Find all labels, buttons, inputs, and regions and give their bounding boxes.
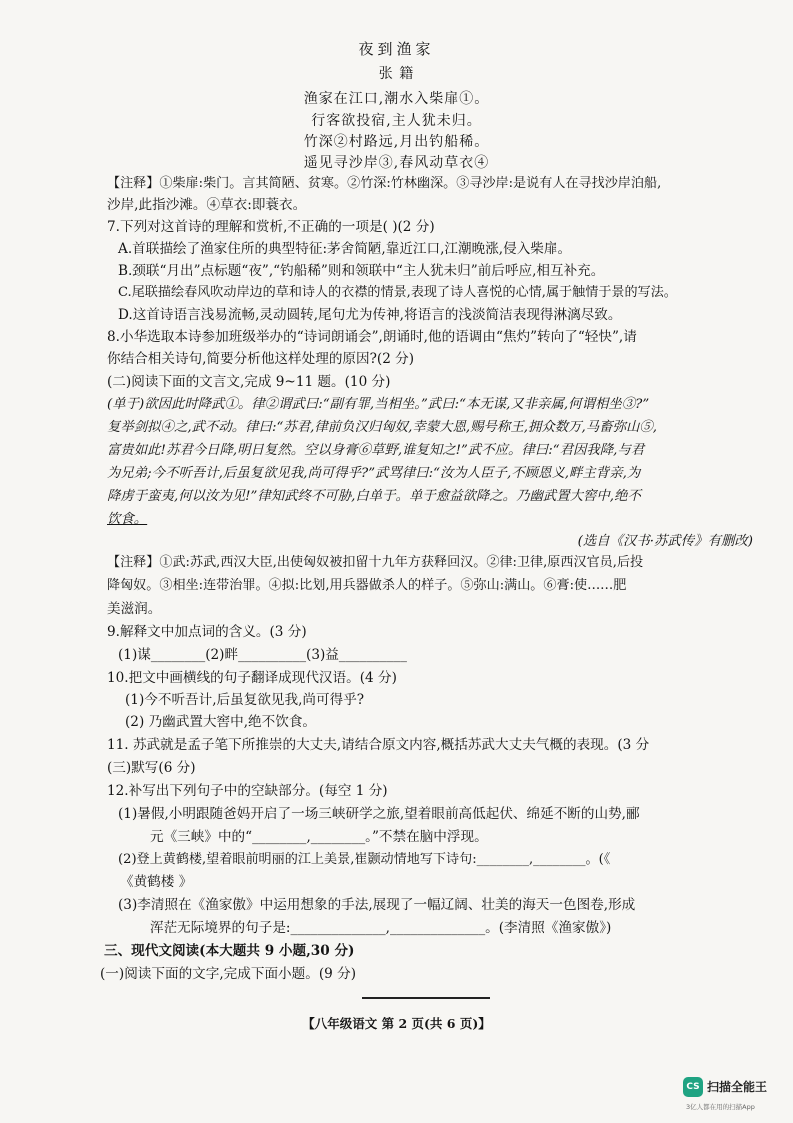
scanner-watermark (683, 1074, 783, 1114)
question-9-blanks: (1)谋________(2)畔__________(3)益__________ (118, 647, 407, 663)
question-8: 8.小华选取本诗参加班级举办的“诗词朗诵会”,朗诵时,他的语调由“焦灼”转向了“轻快”,请 (107, 329, 637, 345)
question-12-line: 元《三峡》中的“________,________。”不禁在脑中浮现。 (150, 829, 488, 845)
question-7-option-a: A.首联描绘了渔家住所的典型特征:茅舍简陋,靠近江口,江潮晚涨,侵入柴扉。 (118, 241, 572, 257)
passage-line: 降虏于蛮夷,何以汝为见!”律知武终不可胁,白单于。单于愈益欲降之。乃幽武置大窖中,绝不 (107, 489, 641, 504)
passage-notes: 降匈奴。③相坐:连带治罪。④拟:比划,用兵器做杀人的样子。⑤弥山:满山。⑥膏:使……肥 (107, 578, 627, 593)
page-footer: 【八年级语文 第 2 页(共 6 页)】 (302, 1016, 491, 1031)
poem-author: 张 籍 (378, 66, 415, 82)
poem-notes: 【注释】①柴扉:柴门。言其简陋、贫寒。②竹深:竹林幽深。③寻沙岸:是说有人在寻找沙岸泊船, (107, 176, 662, 191)
passage-line: 富贵如此!苏君今日降,明日复然。空以身膏⑥草野,谁复知之!”武不应。律曰:“君因我降,与君 (107, 443, 645, 458)
passage-line: (单于)欲因此时降武①。律②谓武曰:“副有罪,当相坐。”武曰:“本无谋,又非亲属,何谓相坐③?” (107, 397, 650, 412)
scanner-tagline: 3亿人都在用的扫描App (686, 1103, 755, 1111)
scanner-logo-icon: CS (683, 1077, 703, 1097)
poem-line: 渔家在江口,潮水入柴扉①。 (303, 91, 490, 107)
question-12-line: 浑茫无际境界的句子是:______________,______________。(李清照《渔家傲》) (150, 920, 612, 936)
section-heading: (二)阅读下面的文言文,完成 9~11 题。(10 分) (107, 374, 391, 390)
question-11: 11. 苏武就是孟子笔下所推崇的大丈夫,请结合原文内容,概括苏武大丈夫气概的表现。(3 分 (107, 737, 650, 753)
sub-section-heading: (一)阅读下面的文字,完成下面小题。(9 分) (100, 966, 357, 982)
passage-source: (选自《汉书·苏武传》有删改) (577, 534, 753, 549)
poem-line: 竹深②村路远,月出钓船稀。 (303, 134, 490, 150)
question-8: 你结合相关诗句,简要分析他这样处理的原因?(2 分) (107, 351, 415, 367)
question-12-line: (1)暑假,小明跟随爸妈开启了一场三峡研学之旅,望着眼前高低起伏、绵延不断的山势,郦 (118, 806, 640, 822)
question-10-item: (1)今不听吾计,后虽复欲见我,尚可得乎? (125, 692, 365, 708)
question-12-line: (3)李清照在《渔家傲》中运用想象的手法,展现了一幅辽阔、壮美的海天一色图卷,形成 (118, 897, 636, 913)
question-12-line: (2)登上黄鹤楼,望着眼前明丽的江上美景,崔颢动情地写下诗句:________,________。(《 (118, 852, 611, 867)
poem-notes: 沙岸,此指沙滩。④草衣:即蓑衣。 (107, 197, 307, 213)
passage-line: 为兄弟;今不听吾计,后虽复欲见我,尚可得乎?”武骂律曰:“汝为人臣子,不顾恩义,畔主背亲,为 (107, 466, 641, 481)
footer-divider (362, 997, 490, 999)
passage-notes: 美滋润。 (107, 601, 162, 617)
question-7-option-d: D.这首诗语言浅易流畅,灵动圆转,尾句尤为传神,将语言的浅淡简洁表现得淋漓尽致。 (118, 307, 622, 323)
passage-line: 复举剑拟④之,武不动。律曰:“苏君,律前负汉归匈奴,幸蒙大恩,赐号称王,拥众数万,马畜弥山⑤, (107, 420, 657, 435)
part-heading: 三、现代文阅读(本大题共 9 小题,30 分) (104, 943, 355, 959)
question-7-option-b: B.颈联“月出”点标题“夜”,“钓船稀”则和领联中“主人犹未归”前后呼应,相互补充。 (118, 263, 605, 279)
question-7-option-c: C.尾联描绘春风吹动岸边的草和诗人的衣襟的情景,表现了诗人喜悦的心情,属于触情于景的写法。 (118, 285, 677, 300)
question-10-stem: 10.把文中画横线的句子翻译成现代汉语。(4 分) (107, 670, 397, 686)
poem-line: 行客欲投宿,主人犹未归。 (311, 113, 482, 129)
question-12-line: 《黄鹤楼 》 (120, 874, 193, 890)
section-heading: (三)默写(6 分) (107, 760, 196, 776)
poem-title: 夜到渔家 (358, 40, 435, 58)
question-12-stem: 12.补写出下列句子中的空缺部分。(每空 1 分) (107, 783, 388, 799)
scanner-app-name: 扫描全能王 (707, 1080, 768, 1094)
poem-line: 遥见寻沙岸③,春风动草衣④ (303, 155, 490, 171)
question-7-stem: 7.下列对这首诗的理解和赏析,不正确的一项是( )(2 分) (107, 219, 435, 235)
passage-line: 饮食。 (107, 512, 148, 527)
question-10-item: (2) 乃幽武置大窖中,绝不饮食。 (125, 714, 317, 730)
question-9-stem: 9.解释文中加点词的含义。(3 分) (107, 624, 307, 640)
passage-notes: 【注释】①武:苏武,西汉大臣,出使匈奴被扣留十九年方获释回汉。②律:卫律,原西汉官员,后投 (107, 555, 644, 570)
